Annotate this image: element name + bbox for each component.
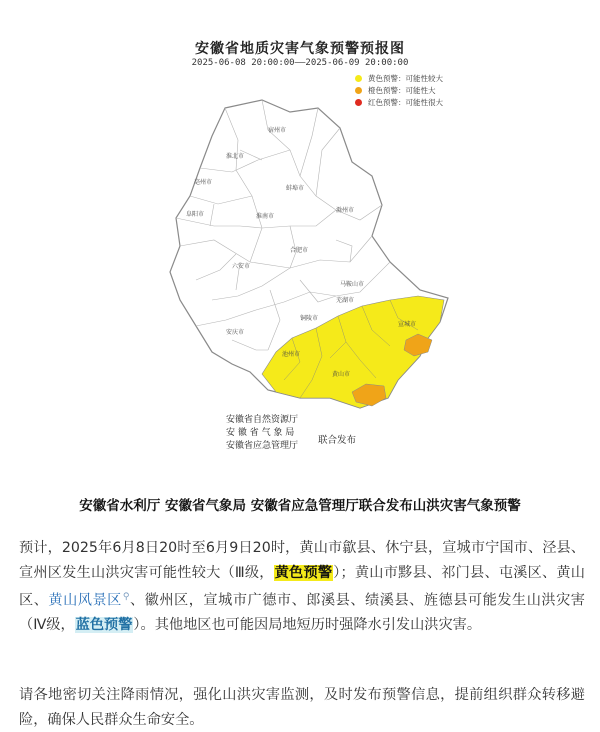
city-label: 宣城市: [398, 321, 417, 328]
city-label: 黄山市: [332, 371, 351, 378]
legend-label: 橙色预警：可能性大: [368, 85, 436, 95]
paragraph-text: 、徽州区，宣城市广德市、郎溪县、绩溪县、旌德县可能发生山洪灾害（Ⅳ级，: [19, 592, 585, 634]
issuer-name: 安徽省自然资源厅: [226, 415, 299, 425]
map-legend: [355, 72, 443, 108]
city-label: 阜阳市: [186, 211, 205, 218]
issuer-name: 安徽省应急管理厅: [226, 441, 299, 451]
city-label: 安庆市: [226, 329, 245, 336]
city-label: 铜陵市: [300, 315, 319, 322]
city-label: 亳州市: [194, 179, 213, 186]
legend-item-red: [355, 96, 443, 108]
map-date-range: 2025-06-08 20:00:00——2025-06-09 20:00:00: [191, 58, 409, 68]
joint-release-label: 联合发布: [318, 435, 357, 446]
yellow-dot-icon: [355, 75, 362, 82]
legend-label: 黄色预警：可能性较大: [368, 73, 443, 83]
city-label: 蚌埠市: [286, 185, 305, 192]
paragraph-text: ）；黄山市黟县、祁门县、屯溪区、黄山区、: [19, 564, 585, 609]
search-icon[interactable]: ⚲: [122, 592, 130, 602]
paragraph-text: ）。其他地区也可能因局地短历时强降水引发山洪灾害。: [133, 617, 482, 634]
orange-dot-icon: [355, 87, 362, 94]
forecast-paragraph: [19, 536, 585, 638]
yellow-warning-highlight: 黄色预警: [274, 564, 333, 581]
city-label: 马鞍山市: [340, 281, 365, 288]
city-label: 淮北市: [226, 153, 245, 160]
issuer-name: 安 徽 省 气 象 局: [226, 428, 295, 438]
city-label: 淮南市: [256, 213, 275, 220]
city-label: 池州市: [282, 351, 301, 358]
city-label: 滁州市: [336, 207, 355, 214]
scenic-area-link[interactable]: 黄山风景区: [48, 592, 122, 609]
city-label: 宿州市: [268, 127, 287, 134]
legend-item-orange: [355, 84, 443, 96]
red-dot-icon: [355, 99, 362, 106]
city-label: 芜湖市: [336, 297, 355, 304]
article-headline: 安徽省水利厅 安徽省气象局 安徽省应急管理厅联合发布山洪灾害气象预警: [79, 498, 521, 514]
advice-paragraph: 请各地密切关注降雨情况，强化山洪灾害监测，及时发布预警信息，提前组织群众转移避险，确保人民群众生命安全。: [19, 687, 585, 728]
paragraph-text: 预计，2025年6月8日20时至6月9日20时，黄山市歙县、休宁县，宣城市宁国市、泾县、宣州区发生山洪灾害可能性较大（Ⅲ级，: [19, 540, 585, 581]
map-title: 安徽省地质灾害气象预警预报图: [195, 41, 405, 57]
legend-item-yellow: [355, 72, 443, 84]
issuing-agencies: [226, 414, 357, 453]
city-label: 合肥市: [290, 247, 309, 254]
legend-label: 红色预警：可能性很大: [368, 97, 443, 107]
blue-warning-highlight: 蓝色预警: [75, 617, 133, 634]
city-label: 六安市: [232, 263, 251, 270]
